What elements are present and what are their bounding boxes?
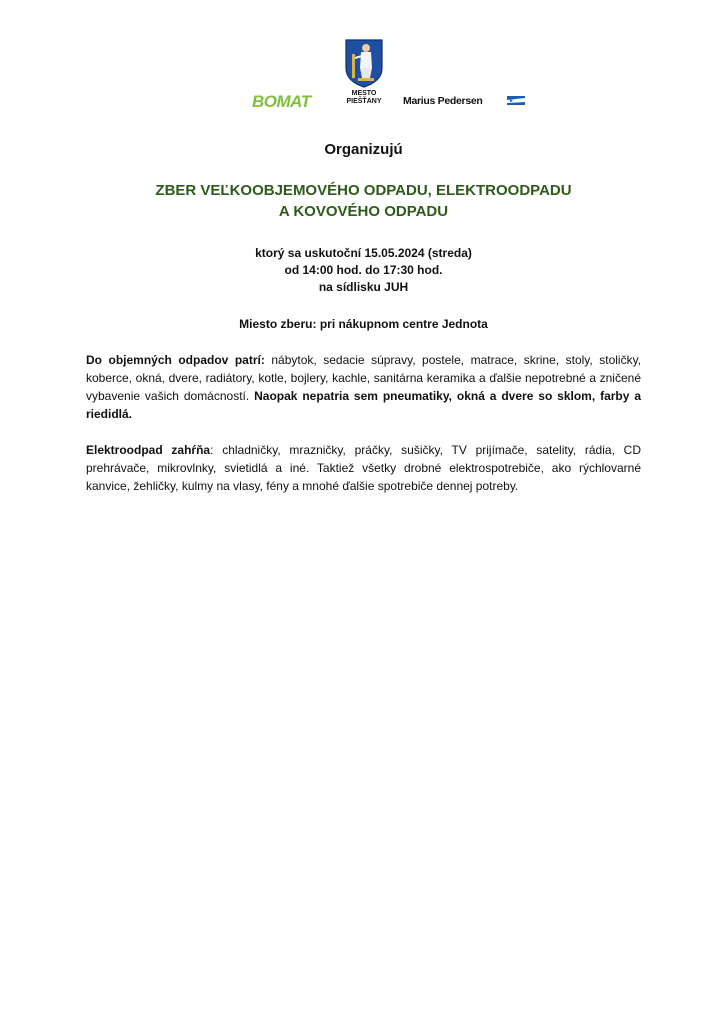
title-line-1: ZBER VEĽKOOBJEMOVÉHO ODPADU, ELEKTROODPADU: [155, 182, 572, 199]
organizer-heading: Organizujú: [324, 141, 403, 158]
event-location: na sídlisku JUH: [318, 280, 409, 294]
city-logo-line2: PIEŠŤANY: [346, 98, 382, 105]
title-line-2: A KOVOVÉHO ODPADU: [278, 203, 449, 220]
collection-place: Miesto zberu: pri nákupnom centre Jednota: [239, 317, 488, 331]
marius-pedersen-flag-icon: [507, 96, 525, 105]
e-waste-label: Elektroodpad zahŕňa: [86, 443, 211, 457]
piestany-crest-icon: [344, 38, 384, 88]
bomat-logo: BOMAT: [252, 92, 311, 111]
bulky-waste-exclusion: Naopak nepatria sem pneumatiky, okná a dvere so sklom, farby a riedidlá.: [86, 389, 641, 421]
e-waste-paragraph: [86, 441, 641, 495]
event-time: od 14:00 hod. do 17:30 hod.: [284, 263, 443, 277]
event-date: ktorý sa uskutoční 15.05.2024 (streda): [255, 246, 472, 260]
bulky-waste-text: nábytok, sedacie súpravy, postele, matrace, skrine, stoly, stoličky, koberce, okná, dvere, radiátory, kotle, bojlery, kachle, sanitárna keramika a ďalšie nepotrebné a zničené vybavenie vašich domácností.: [86, 353, 642, 403]
city-logo-line1: MESTO: [351, 90, 377, 97]
marius-pedersen-logo: Marius Pedersen: [403, 95, 483, 107]
city-logo-text: [339, 90, 389, 106]
logo-bar: [0, 36, 725, 116]
bulky-waste-label: Do objemných odpadov patrí:: [86, 353, 265, 367]
bulky-waste-paragraph: [86, 351, 641, 423]
page-title: [86, 180, 641, 222]
e-waste-text: : chladničky, mrazničky, práčky, sušičky, TV prijímače, satelity, rádia, CD prehrávače, mikrovlnky, svietidlá a iné. Taktiež všetky drobné elektrospotrebiče, ako rýchlovarné kanvice, žehličky, kulmy na vlasy, fény a mnohé ďalšie spotrebiče dennej potreby.: [86, 443, 641, 493]
event-details: [86, 245, 641, 296]
